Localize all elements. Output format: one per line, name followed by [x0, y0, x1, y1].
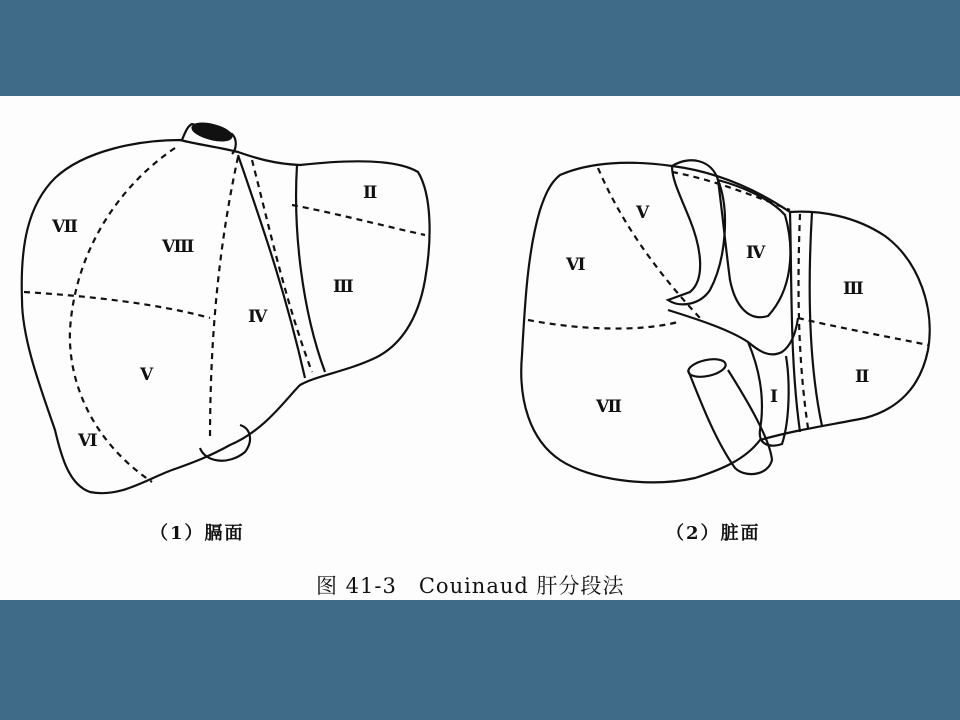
round-ligament-right — [810, 212, 822, 426]
segment-label: Ⅳ — [248, 307, 268, 327]
segment-boundaries-2 — [528, 168, 928, 428]
segment-label: Ⅲ — [333, 277, 354, 297]
diagram1-caption: （1）膈面 — [150, 523, 245, 544]
falciform-ligament-left — [238, 155, 305, 378]
segment-label: Ⅰ — [770, 387, 778, 407]
vena-cava-opening-2 — [687, 356, 727, 380]
porta-hepatis-2 — [668, 310, 798, 354]
segment-label: Ⅱ — [855, 367, 870, 387]
segment-label: Ⅶ — [52, 217, 78, 237]
segment-label: Ⅳ — [746, 243, 766, 263]
segment-label: Ⅱ — [363, 183, 378, 203]
segment-labels-1 — [51, 183, 377, 451]
segment-label: Ⅴ — [636, 203, 650, 223]
segment-label: Ⅵ — [78, 431, 98, 451]
segment-label: Ⅴ — [140, 365, 154, 385]
vena-cava-opening-1 — [191, 120, 233, 143]
segment-label: Ⅲ — [843, 279, 864, 299]
diagram2-caption: （2）脏面 — [666, 523, 761, 544]
segment-label: Ⅷ — [162, 237, 195, 257]
segment-label: Ⅵ — [566, 255, 586, 275]
segment-labels-2 — [565, 203, 869, 417]
gallbladder-2 — [668, 160, 725, 304]
segment-label: Ⅶ — [596, 397, 622, 417]
round-ligament-left — [790, 212, 800, 432]
figure-title: 图 41-3 Couinaud 肝分段法 — [316, 574, 625, 598]
visceral-surface-diagram — [521, 160, 929, 482]
caudate-lobe-2 — [748, 342, 789, 446]
